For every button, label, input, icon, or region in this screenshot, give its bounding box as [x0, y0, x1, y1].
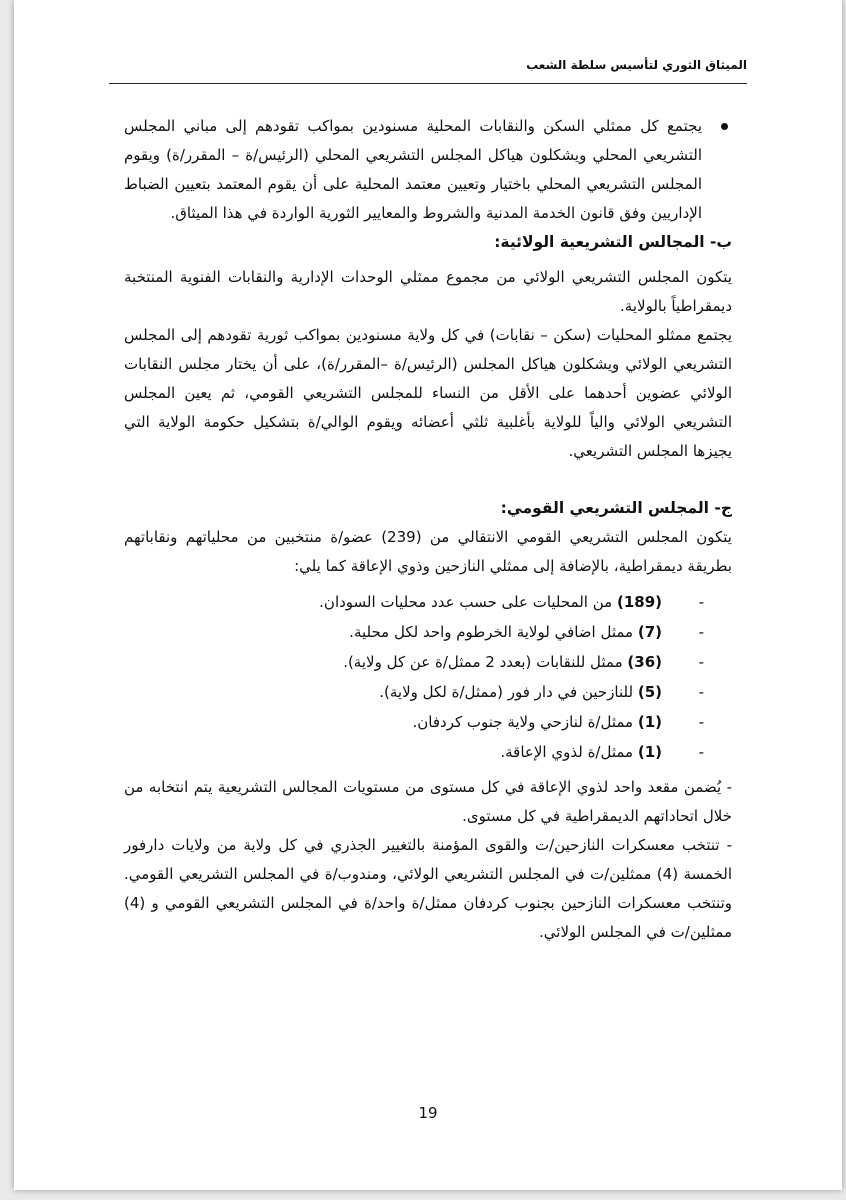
paragraph-national-council-intro: يتكون المجلس التشريعي القومي الانتقالي من (239) عضو/ة منتخبين من محلياتهم ونقاباتهم بطريقة ديمقراطية، بالإضافة إلى ممثلي النازحين وذوي الإعاقة كما يلي: — [124, 528, 732, 575]
paragraph-state-council-formation: يجتمع ممثلو المحليات (سكن – نقابات) في كل ولاية مسنودين بمواكب ثورية تقودهم إلى المجلس التشريعي الولائي ويشكلون هياكل المجلس (الرئيس/ة –المقرر/ة)، على أن يختار مجلس النقابات الولائي عضوين أحدهما على الأقل من النساء للمجلس التشريعي القومي، ثم يعين المجلس التشريعي الولائي والياً للولاية بأغلبية ثلثي أعضائه ويقوم الوالي/ة بتشكيل حكومة الولاية التي يجيزها المجلس التشريعي. — [124, 326, 732, 460]
bullet-dot-icon — [721, 123, 728, 130]
list-item: - (36) ممثل للنقابات (بعدد 2 ممثل/ة عن كل ولاية). — [343, 653, 704, 671]
bullet-paragraph-local-councils — [124, 112, 732, 228]
document-page — [14, 0, 842, 1190]
spacer — [124, 466, 732, 494]
bullet-text: يجتمع كل ممثلي السكن والنقابات المحلية مسنودين بمواكب تقودهم إلى مباني المجلس التشريعي المحلي ويشكلون هياكل المجلس التشريعي المحلي (الرئيس/ة – المقرر/ة) ويقوم المجلس التشريعي المحلي باختيار وتعيين معتمد المحلية على أن يقوم المعتمد بتعيين الضباط الإداريين وفق قانون الخدمة المدنية والشروط والمعايير الثورية الواردة في هذا الميثاق. — [124, 117, 702, 222]
heading-national-council: ج- المجلس التشريعي القومي: — [500, 499, 732, 517]
header-divider — [109, 83, 747, 84]
seat-allocation-list — [124, 587, 732, 767]
heading-state-councils: ب- المجالس التشريعية الولائية: — [494, 233, 732, 251]
list-item: - (1) ممثل/ة لنازحي ولاية جنوب كردفان. — [412, 713, 704, 731]
running-header-title: الميثاق الثوري لتأسيس سلطة الشعب — [526, 58, 747, 72]
paragraph-state-council-composition: يتكون المجلس التشريعي الولائي من مجموع ممثلي الوحدات الإدارية والنقابات الفنوية المنتخبة ديمقراطياً بالولاية. — [124, 268, 732, 315]
list-item: - (1) ممثل/ة لذوي الإعاقة. — [500, 743, 704, 761]
paragraph-disability-seat: - يُضمن مقعد واحد لذوي الإعاقة في كل مستوى من مستويات المجالس التشريعية يتم انتخابه من خلال اتحاداتهم الديمقراطية في كل مستوى. — [124, 778, 732, 825]
list-item: - (7) ممثل اضافي لولاية الخرطوم واحد لكل محلية. — [349, 623, 704, 641]
list-item: - (5) للنازحين في دار فور (ممثل/ة لكل ولاية). — [379, 683, 704, 701]
page-number: 19 — [418, 1104, 438, 1122]
list-item: - (189) من المحليات على حسب عدد محليات السودان. — [319, 593, 704, 611]
paragraph-displaced-camps: - تنتخب معسكرات النازحين/ت والقوى المؤمنة بالتغيير الجذري في كل ولاية من ولايات دارفور الخمسة (4) ممثلين/ت في المجلس التشريعي الولائي، ومندوب/ة في المجلس التشريعي القومي. وتنتخب معسكرات النازحين بجنوب كردفان ممثل/ة واحد/ة في المجلس التشريعي القومي و (4) ممثلين/ت في المجلس الولائي. — [124, 836, 732, 941]
page-body — [124, 112, 732, 947]
